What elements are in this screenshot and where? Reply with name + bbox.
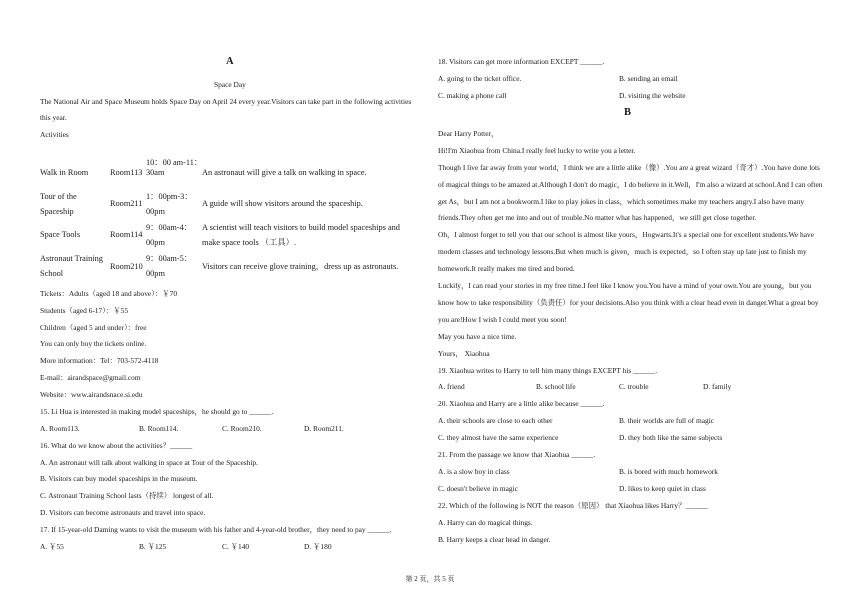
q17-option-a: A. ￥55 xyxy=(40,542,64,551)
activity-time-cont: 00pm xyxy=(146,207,165,216)
activity-name: Tour of the xyxy=(40,192,77,201)
info-website: Website：www.airandsnace.si.edu xyxy=(40,390,143,399)
q21-option-b: B. is bored with much homework xyxy=(619,467,718,476)
letter-line: you are!How I wish I could meet you soon! xyxy=(438,315,567,324)
activity-time: 9：00am-5： xyxy=(146,254,193,263)
q17-option-c: C. ￥140 xyxy=(222,542,250,551)
letter-line: Hi!I'm Xiaohua from China.I really feel lucky to write you a letter. xyxy=(438,146,636,155)
q21-option-d: D. likes to keep quiet in class xyxy=(619,484,706,493)
q16-option-d: D. Visitors can become astronauts and travel into space. xyxy=(40,508,206,517)
q16-option-c: C. Astronaut Training School lasts（持续） longest of all. xyxy=(40,491,214,500)
q19-stem: 19. Xiaohua writes to Harry to tell him many things EXCEPT his ______. xyxy=(438,366,658,375)
q21-option-c: C. doesn't believe in magic xyxy=(438,484,518,493)
q17-option-b: B. ￥125 xyxy=(139,542,167,551)
letter-greeting: Dear Harry Potter， xyxy=(438,129,499,138)
intro-line-1: The National Air and Space Museum holds Space Day on April 24 every year.Visitors can take part in the following activities xyxy=(40,97,412,106)
activity-name: Space Tools xyxy=(40,230,81,239)
q16-stem: 16. What do we know about the activities？______ xyxy=(40,441,193,450)
page-footer: 第 2 页，共 5 页 xyxy=(405,575,455,583)
q19-option-a: A. friend xyxy=(438,382,465,391)
q17-option-d: D. ￥180 xyxy=(304,542,332,551)
ticket-children: Children（aged 5 and under）：free xyxy=(40,323,147,332)
q17-stem: 17. If 15-year-old Daming wants to visit the museum with his father and 4-year-old brother，they need to pay ______. xyxy=(40,525,392,534)
q15-stem: 15. Li Hua is interested in making model spaceships，he should go to ______. xyxy=(40,407,274,416)
q22-option-b: B. Harry keeps a clear head in danger. xyxy=(438,535,551,544)
passage-title: Space Day xyxy=(214,80,246,89)
info-email: E-mail：airandspace@gmail.com xyxy=(40,373,141,382)
activity-time: 10：00 am-11： xyxy=(146,158,203,167)
q22-stem: 22. Which of the following is NOT the reason（原因） that Xiaohua likes Harry？______ xyxy=(438,501,708,510)
activity-name: Astronaut Training xyxy=(40,254,103,263)
letter-line: know how to take responsibility（负责任）for your decisions.Also you think with a clear head even in danger.What a great boy xyxy=(438,298,819,307)
activity-desc: A guide will show visitors around the spaceship. xyxy=(202,199,363,208)
q20-option-c: C. they almost have the same experience xyxy=(438,433,559,442)
q18-stem: 18. Visitors can get more information EXCEPT ______. xyxy=(438,57,605,66)
activity-time: 1：00pm-3： xyxy=(146,192,193,201)
section-b-letter: B xyxy=(624,107,632,118)
q18-option-c: C. making a phone call xyxy=(438,91,507,100)
letter-line: of magical things to be amazed at.Although I don't do magic，I do believe in it.Well，I'm also a wizard at school.And I can often xyxy=(438,180,823,189)
letter-closing: May you have a nice time. xyxy=(438,332,517,341)
q19-option-d: D. family xyxy=(703,382,732,391)
q15-option-a: A. Room113. xyxy=(40,424,80,433)
section-a-letter: A xyxy=(226,56,234,67)
activity-room: Room113 xyxy=(110,168,143,177)
activity-name-cont: Spaceship xyxy=(40,207,74,216)
activities-label: Activities xyxy=(40,130,69,139)
q22-option-a: A. Harry can do magical things. xyxy=(438,518,533,527)
q18-option-b: B. sending an email xyxy=(619,74,678,83)
activity-time-cont: 30am xyxy=(146,168,165,177)
letter-line: homework.It really makes me tired and bored. xyxy=(438,264,575,273)
letter-signature: Yours， Xiaohua xyxy=(438,349,490,358)
q20-stem: 20. Xiaohua and Harry are a little alike because ______. xyxy=(438,399,605,408)
activity-desc: A scientist will teach visitors to build model spaceships and xyxy=(202,223,400,232)
info-tel: More information：Tel：703-572-4118 xyxy=(40,356,159,365)
letter-line: Luckily，I can read your stories in my free time.I feel like I know you.You have a mind of your own.You are young，but you xyxy=(438,281,812,290)
q16-option-a: A. An astronaut will talk about walking in space at Tour of the Spaceship. xyxy=(40,458,258,467)
activity-name: Walk in Room xyxy=(40,168,89,177)
letter-line: friends.They often get me into and out of trouble.No matter what has happened，we still get close together. xyxy=(438,213,757,222)
letter-line: get As，but I am not a bookworm.I like to play jokes in class，which sometimes make my teachers angry.I also have many xyxy=(438,197,805,206)
letter-line: Oh，I almost forget to tell you that our school is almost like yours，Hogwarts.It's a special one for excellent students.We have xyxy=(438,230,815,239)
q16-option-b: B. Visitors can buy model spaceships in the museum. xyxy=(40,474,198,483)
q15-option-b: B. Room114. xyxy=(139,424,179,433)
activity-time: 9：00am-4： xyxy=(146,223,193,232)
q21-stem: 21. From the passage we know that Xiaohua ______. xyxy=(438,450,596,459)
q20-option-b: B. their worlds are full of magic xyxy=(619,416,715,425)
q20-option-a: A. their schools are close to each other xyxy=(438,416,553,425)
activity-room: Room211 xyxy=(110,199,143,208)
activity-desc-cont: make space tools （工具）. xyxy=(202,238,297,247)
intro-line-2: this year. xyxy=(40,113,67,122)
q21-option-a: A. is a slow boy in class xyxy=(438,467,510,476)
ticket-adults: Tickets：Adults（aged 18 and above）：￥70 xyxy=(40,289,178,298)
letter-line: Though I live far away from your world，I think we are a little alike（像）.You are a great wizard（奇才）.You have done lots xyxy=(438,163,820,172)
ticket-students: Students（aged 6-17）：￥55 xyxy=(40,306,129,315)
q15-option-d: D. Room211. xyxy=(304,424,344,433)
ticket-note: You can only buy the tickets online. xyxy=(40,339,147,348)
activity-room: Room210 xyxy=(110,262,143,271)
activity-time-cont: 00pm xyxy=(146,269,165,278)
activity-name-cont: School xyxy=(40,269,64,278)
q18-option-d: D. visiting the website xyxy=(619,91,686,100)
q19-option-c: C. trouble xyxy=(619,382,649,391)
q19-option-b: B. school life xyxy=(536,382,576,391)
q15-option-c: C. Room210. xyxy=(222,424,262,433)
letter-line: modern classes and technology lessons.But when much is given，much is expected，so I often stay up late just to finish my xyxy=(438,247,807,256)
activity-desc: Visitors can receive glove training，dress up as astronauts. xyxy=(202,262,399,271)
q18-option-a: A. going to the ticket office. xyxy=(438,74,522,83)
activity-room: Room114 xyxy=(110,230,143,239)
activity-desc: An astronaut will give a talk on walking in space. xyxy=(202,168,367,177)
activity-time-cont: 00pm xyxy=(146,238,165,247)
q20-option-d: D. they both like the same subjects xyxy=(619,433,723,442)
